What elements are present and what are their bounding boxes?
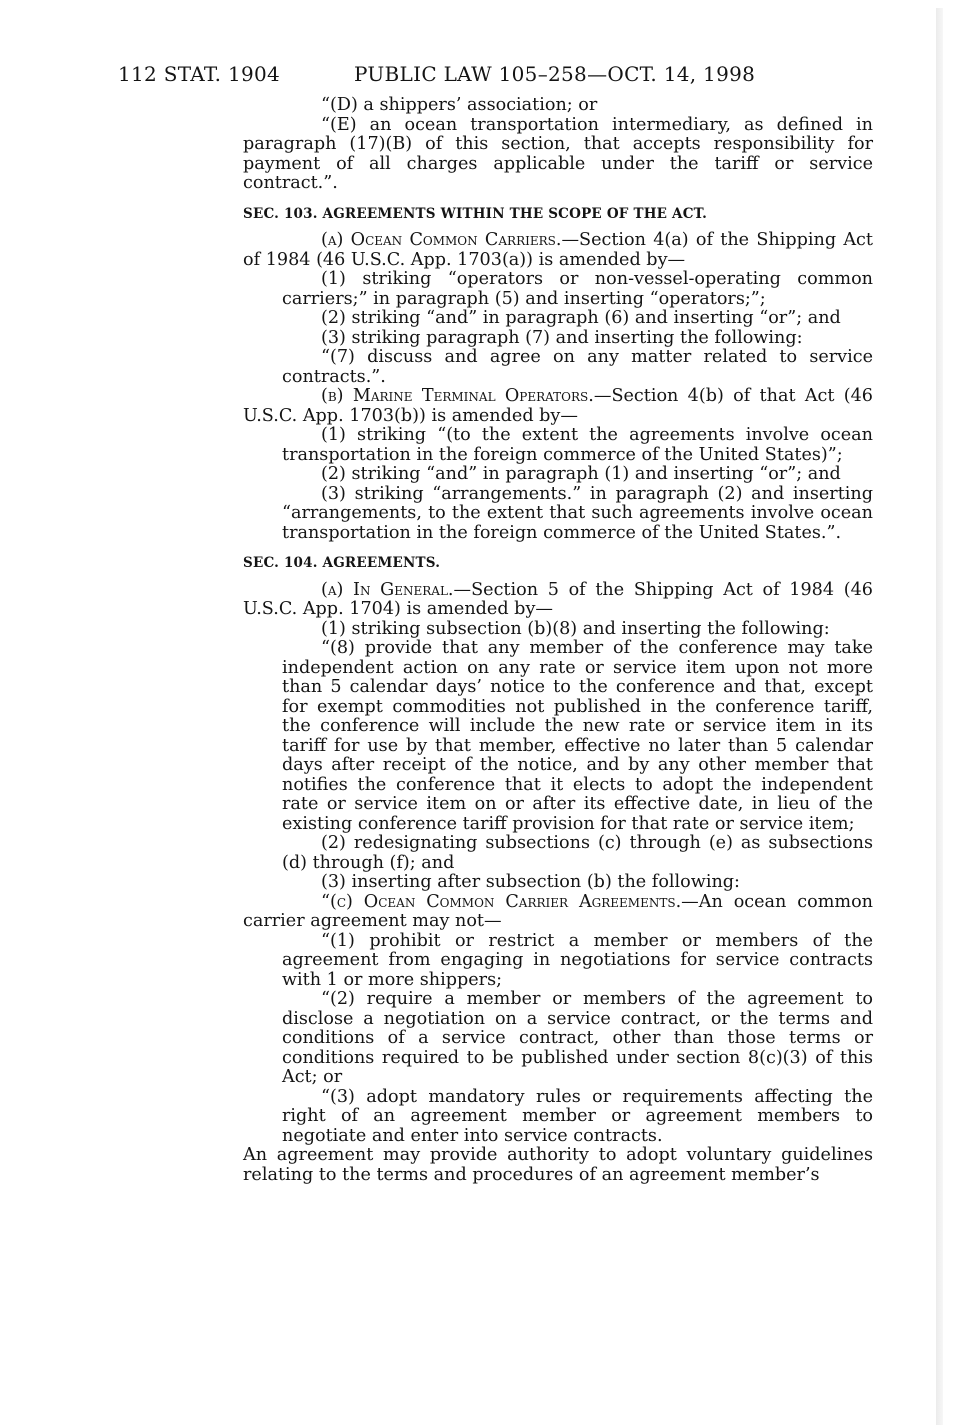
statute-citation: 112 STAT. 1904 [118, 62, 281, 86]
paragraph-103b-3: (3) striking “arrangements.” in paragraph (2) and inserting “arrangements, to the extent that such agreements involve ocean transportation in the foreign commerce of the United States.”. [282, 483, 873, 543]
subsection-103b [243, 387, 873, 426]
subsection-104a-heading: (a) In General. [321, 579, 454, 600]
paragraph-103a-3: (3) striking paragraph (7) and inserting the following: [321, 327, 803, 348]
paragraph-104a-2: (2) redesignating subsections (c) through (e) as subsections (d) through (f); and [282, 833, 873, 873]
paragraph-103a-2: (2) striking “and” in paragraph (6) and inserting “or”; and [321, 308, 841, 328]
section-104-heading: SEC. 104. AGREEMENTS. [243, 555, 441, 571]
public-law-title: PUBLIC LAW 105–258—OCT. 14, 1998 [354, 62, 756, 86]
page-edge [936, 8, 943, 1425]
paragraph-103a-1: (1) striking “operators or non-vessel-operating common carriers;” in paragraph (5) and inserting “operators;”; [282, 269, 873, 309]
subsection-104a [243, 581, 873, 620]
paragraph-103b-1: (1) striking “(to the extent the agreements involve ocean transportation in the foreign commerce of the United States)”; [282, 425, 873, 465]
subsection-104c [243, 893, 873, 932]
subsection-103b-text: —Section 4(b) of that Act (46 U.S.C. App. 1703(b)) is amended by— [243, 386, 873, 426]
quoted-paragraph-8: “(8) provide that any member of the conference may take independent action on any rate or service item upon not more than 5 calendar days’ notice to the conference and that, except for exempt commodities not published in the conference tariff, the conference will include the new rate or service item in its tariff for use by that member, effective no later than 5 calendar days after receipt of the notice, and by any other member that notifies the conference that it elects to adopt the independent rate or service item on or after its effective date, in lieu of the existing conference tariff provision for that rate or service item; [282, 638, 873, 834]
paragraph-104a-1: (1) striking subsection (b)(8) and inserting the following: [321, 618, 830, 639]
subsection-103a-heading: (a) Ocean Common Carriers. [321, 230, 562, 250]
paragraph-104c-2: “(2) require a member or members of the agreement to disclose a negotiation on a service contract, or the terms and conditions of a service contract, other than those terms or conditions required to be published under section 8(c)(3) of this Act; or [282, 989, 873, 1087]
paragraph-104c-3: “(3) adopt mandatory rules or requirements affecting the right of an agreement member or agreement members to negotiate and enter into service contracts. [282, 1086, 873, 1146]
clause-e: “(E) an ocean transportation intermediary, as defined in paragraph (17)(B) of this section, that accepts responsibility for payment of all charges applicable under the tariff or service contract.”. [243, 114, 873, 193]
subsection-104a-text: —Section 5 of the Shipping Act of 1984 (46 U.S.C. App. 1704) is amended by— [243, 579, 873, 619]
quoted-paragraph-7: “(7) discuss and agree on any matter related to service contracts.”. [282, 347, 873, 387]
paragraph-104a-3: (3) inserting after subsection (b) the following: [321, 872, 740, 892]
subsection-103a-text: —Section 4(a) of the Shipping Act of 1984 (46 U.S.C. App. 1703(a)) is amended by— [243, 230, 873, 270]
subsection-104c-text: —An ocean common carrier agreement may not— [243, 891, 874, 931]
paragraph-103b-2: (2) striking “and” in paragraph (1) and inserting “or”; and [321, 464, 841, 484]
closing-text: An agreement may provide authority to adopt voluntary guidelines relating to the terms and procedures of an agreement member’s [243, 1145, 873, 1185]
subsection-103b-heading: (b) Marine Terminal Operators. [321, 386, 594, 406]
document-body [243, 96, 873, 1185]
subsection-103a [243, 231, 873, 270]
paragraph-104c-1: “(1) prohibit or restrict a member or members of the agreement from engaging in negotiations for service contracts with 1 or more shippers; [282, 930, 873, 990]
clause-d: “(D) a shippers’ association; or [321, 95, 598, 115]
section-103-heading: SEC. 103. AGREEMENTS WITHIN THE SCOPE OF THE ACT. [243, 205, 708, 222]
subsection-104c-heading: “(c) Ocean Common Carrier Agreements. [321, 891, 682, 912]
